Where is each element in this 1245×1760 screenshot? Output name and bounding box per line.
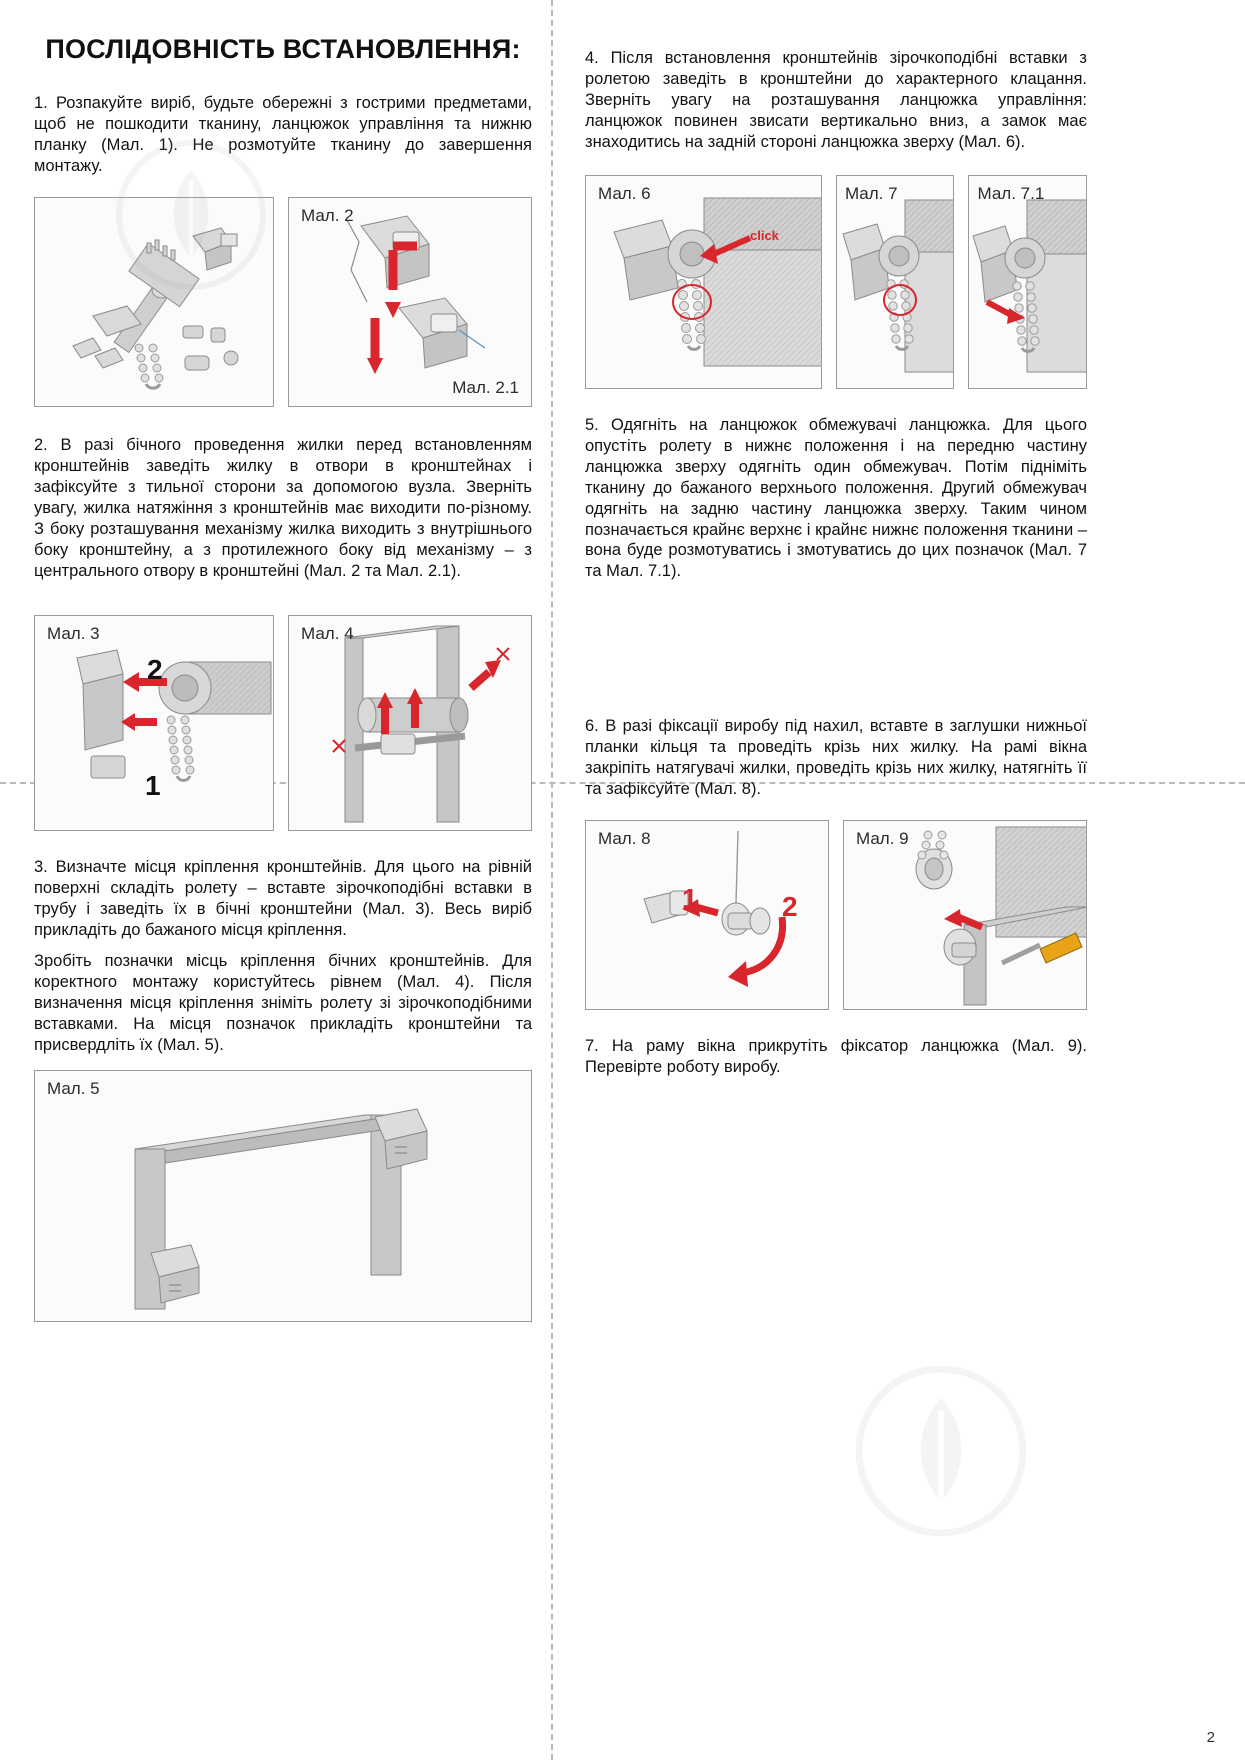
step-6-text: 6. В разі фіксації виробу під нахил, вставте в заглушки нижньої планки кільця та проведіть крізь них жилку. На рамі вікна закріпіть натягувачі жилки, проведіть крізь них жилку, натягніть її та зафіксуйте (Мал. 8). <box>585 717 1087 799</box>
left-column <box>34 26 532 1322</box>
figure-7 <box>836 175 955 389</box>
figure-3 <box>34 615 274 831</box>
step-4-text: 4. Після встановлення кронштейнів зірочкоподібні вставки з ролетою заведіть в кронштейни до характерного клацання. Зверніть увагу на розташування ланцюжка управління: ланцюжок повинен звисати вертикально вниз, а замок має знаходитись на задній стороні ланцюжка зверху (Мал. 6). <box>585 49 1087 151</box>
figure-6 <box>585 175 822 389</box>
page-title: ПОСЛІДОВНІСТЬ ВСТАНОВЛЕННЯ: <box>45 34 521 64</box>
figure-9 <box>843 820 1087 1010</box>
figure-7-1-drawing <box>969 176 1087 389</box>
figure-7-1 <box>968 175 1087 389</box>
step-3-text-a: 3. Визначте місця кріплення кронштейнів. Для цього на рівній поверхні складіть ролету – вставте зірочкоподібні вставки в трубу і заведіть їх в бічні кронштейни (Мал. 3). Весь виріб прикладіть до бажаного місця кріплення. <box>34 858 532 940</box>
figure-4-label: Мал. 4 <box>301 624 354 644</box>
right-column <box>585 26 1087 1088</box>
figure-1 <box>34 197 274 407</box>
figure-9-drawing <box>844 821 1087 1010</box>
figure-2-label: Мал. 2 <box>301 205 354 225</box>
figure-6-label: Мал. 6 <box>598 183 651 203</box>
figure-8-label: Мал. 8 <box>598 829 651 849</box>
figure-9-label: Мал. 9 <box>856 829 909 849</box>
step-1-text: 1. Розпакуйте виріб, будьте обережні з гострими предметами, щоб не пошкодити тканину, ланцюжок управління та нижню планку (Мал. 1). Не розмотуйте тканину до завершення монтажу. <box>34 94 532 175</box>
figure-4 <box>288 615 532 831</box>
step-3-text-b: Зробіть позначки місць кріплення бічних кронштейнів. Для коректного монтажу користуйтесь рівнем (Мал. 4). Після визначення місця кріплення зніміть ролету зі зірочкоподібними вставками. На місця позначок прикладіть кронштейни та присвердліть їх (Мал. 5). <box>34 952 532 1055</box>
click-annotation: click <box>750 227 779 243</box>
figure-3-callout-2: 2 <box>147 654 163 686</box>
figure-3-callout-1: 1 <box>145 770 161 802</box>
vertical-divider <box>551 0 553 1760</box>
figure-3-label: Мал. 3 <box>47 624 100 644</box>
figure-8 <box>585 820 829 1010</box>
step-7-text: 7. На раму вікна прикрутіть фіксатор ланцюжка (Мал. 9). Перевірте роботу виробу. <box>585 1037 1087 1077</box>
step-5-text: 5. Одягніть на ланцюжок обмежувачі ланцюжка. Для цього опустіть ролету в нижнє положення і на передню частину ланцюжка зверху одягніть один обмежувач. Потім підніміть тканину до бажаного верхнього положення. Другий обмежувач одягніть на задню частину ланцюжка зверху. Таким чином позначається крайнє верхнє і крайнє нижнє положення тканини – вона буде розмотуватись і змотуватись до цих позначок (Мал. 7 та Мал. 7.1). <box>585 415 1087 581</box>
figure-7-1-label: Мал. 7.1 <box>977 183 1045 203</box>
figure-5 <box>34 1070 532 1322</box>
figure-7-drawing <box>837 176 955 389</box>
page-number: 2 <box>1206 1729 1215 1746</box>
step-2-text: 2. В разі бічного проведення жилки перед встановленням кронштейнів заведіть жилку в отвори в кронштейнах і зафіксуйте з тильної сторони за допомогою вузла. Зверніть увагу, жилка натяжіння з кронштейнів має виходити по-різному. З боку розташування механізму жилка виходить з внутрішнього боку кронштейну, а з протилежного боку від механізму – з центрального отвору в кронштейні (Мал. 2 та Мал. 2.1). <box>34 435 532 580</box>
figure-1-drawing <box>35 198 274 407</box>
figure-4-drawing <box>289 616 532 831</box>
figure-5-label: Мал. 5 <box>47 1079 100 1099</box>
figure-2-drawing <box>289 198 532 407</box>
figure-7-label: Мал. 7 <box>844 183 898 203</box>
figure-8-callout-2: 2 <box>782 891 798 923</box>
figure-2 <box>288 197 532 407</box>
figure-8-callout-1: 1 <box>682 883 698 915</box>
watermark-leaf-bottom <box>856 1366 1026 1536</box>
figure-6-drawing <box>586 176 822 389</box>
figure-5-drawing <box>35 1071 532 1322</box>
figure-2-1-label: Мал. 2.1 <box>452 377 519 397</box>
